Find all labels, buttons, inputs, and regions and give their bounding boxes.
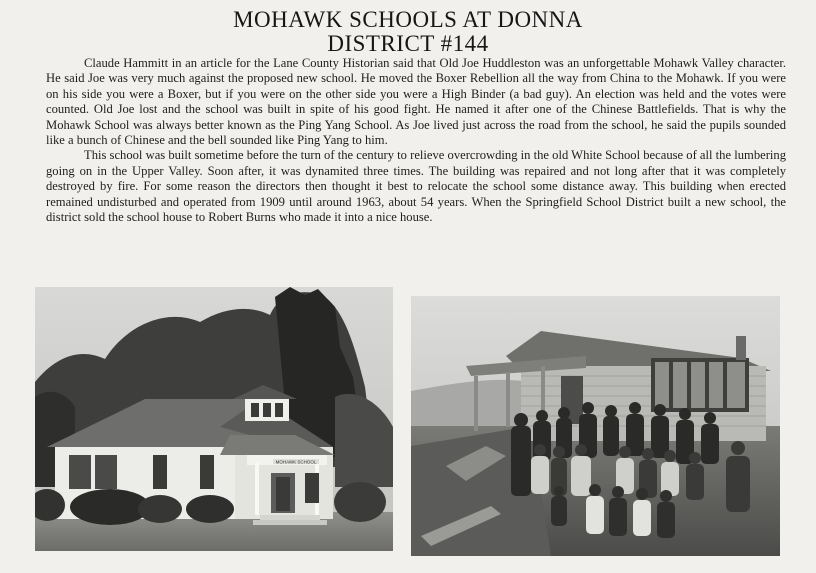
- document-subtitle: DISTRICT #144: [327, 31, 489, 56]
- paragraph-2: This school was built sometime before the turn of the century to relieve overcrowding in the old White School because of all the lumbering going on in the Upper Valley. Soon after, it was dynamited three times. The building was repaired and not long after that it was completely destroyed by fire. For some reason the directors then thought it best to relocate the school some distance away. This building when erected remained undisturbed and operated from 1909 until around 1963, about 54 years. When the Springfield School District built a new school, the district sold the school house to Robert Burns who made it into a nice house.: [46, 148, 786, 225]
- school-sign-text: MOHAWK SCHOOL: [275, 459, 317, 465]
- paragraph-1: Claude Hammitt in an article for the Lane County Historian said that Old Joe Huddleston was an unforgettable Mohawk Valley character. He said Joe was very much against the proposed new school. He moved the Boxer Rebellion all the way from China to the Mohawk. If you were on his side you were a Boxer, but if you were on the other side you were a High Binder (a bad guy). An election was held and the votes were counted. Old Joe lost and the school was built in spite of his good fight. He named it after one of the Chinese Battlefields. That is why the Mohawk School was always better known as the Ping Yang School. As Joe lived just across the road from the school, he said the pupils sounded like a bunch of Chinese and the bell sounded like Ping Yang to him.: [46, 56, 786, 148]
- class-group-photo: [411, 296, 780, 556]
- document-title: MOHAWK SCHOOLS AT DONNA: [233, 7, 583, 32]
- school-house-photo: [35, 287, 393, 551]
- article-body: [46, 56, 786, 225]
